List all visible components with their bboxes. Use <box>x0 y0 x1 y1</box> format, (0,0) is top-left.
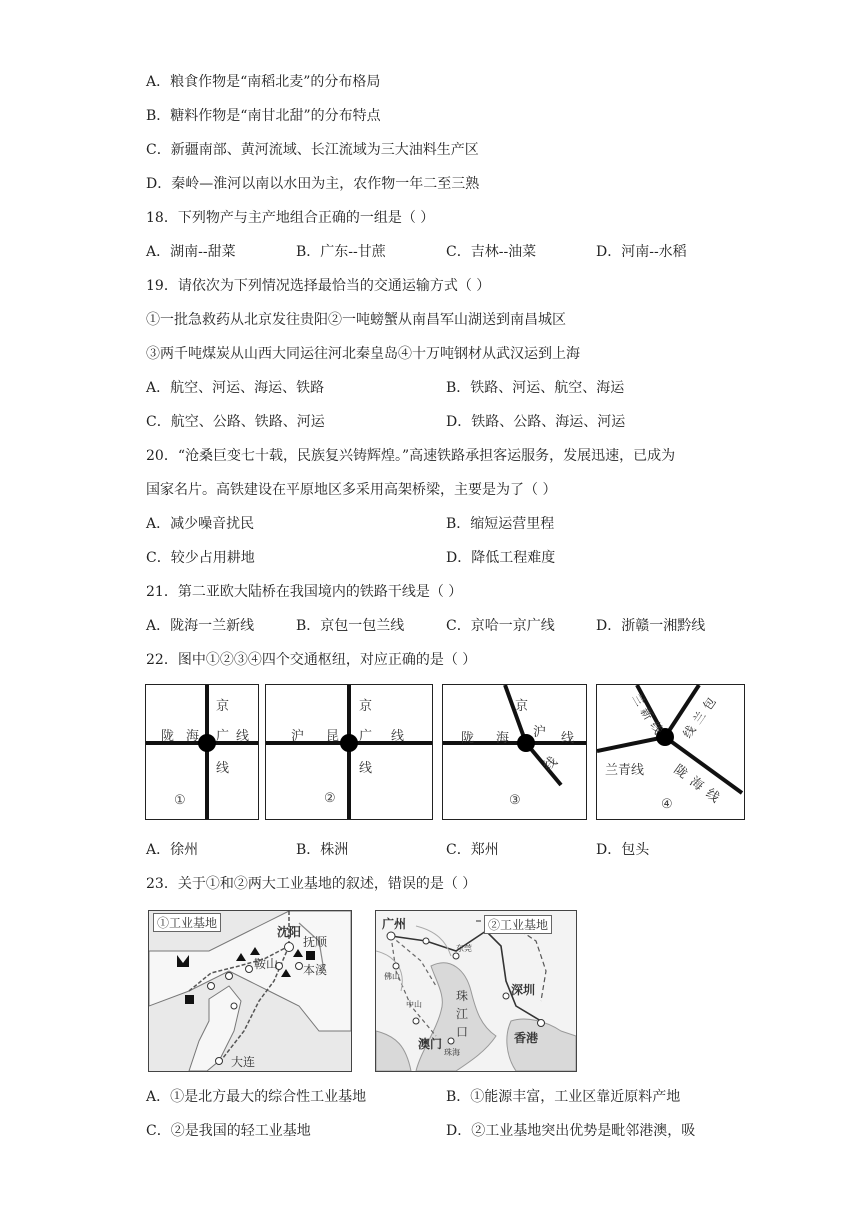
q17-option-a: A．粮食作物是“南稻北麦”的分布格局 <box>146 74 381 90</box>
q22-option-b: B．株洲 <box>296 842 349 858</box>
q18-option-a: A．湖南--甜菜 <box>146 244 236 260</box>
hub-3-label-left2: 海 <box>496 731 510 746</box>
hub-3-label-right: 线 <box>561 731 575 746</box>
hub-diagram-2 <box>265 684 433 820</box>
q17-option-c: C．新疆南部、黄河流域、长江流域为三大油料生产区 <box>146 142 479 158</box>
hub-diagram-4 <box>596 684 745 820</box>
q22-option-a: A．徐州 <box>146 842 199 858</box>
map-2-kou: 口 <box>456 1025 469 1039</box>
hub-4-label-r3: 线 <box>680 722 699 741</box>
hub-4-label-l1: 兰 <box>629 691 648 709</box>
hub-4-label-r2: 兰 <box>690 708 709 727</box>
q17-option-b: B．糖料作物是“南甘北甜”的分布特点 <box>146 108 381 124</box>
hub-2-label-top: 京 <box>359 699 373 714</box>
q23-option-c: C．②是我国的轻工业基地 <box>146 1123 311 1139</box>
hub-3-label-top: 京 <box>515 699 529 714</box>
hub-2-label-right1: 广 <box>359 729 373 744</box>
q19-line-1: ①一批急救药从北京发往贵阳②一吨螃蟹从南昌军山湖送到南昌城区 <box>146 312 566 328</box>
hub-4-number: ④ <box>661 797 673 812</box>
map-2-foshan: 佛山 <box>384 972 400 981</box>
hub-2-number: ② <box>324 791 336 806</box>
q18-option-b: B．广东--甘蔗 <box>296 244 386 260</box>
hub-4-label-d1: 陇 <box>670 762 691 783</box>
industrial-base-map-1 <box>148 910 352 1072</box>
q22-option-d: D．包头 <box>596 842 650 858</box>
hub-2-lines <box>266 685 432 819</box>
hub-3-label-mid: 沪 <box>533 725 547 740</box>
hub-2-label-left1: 沪 <box>291 729 305 744</box>
hub-1-label-right1: 广 <box>216 729 230 744</box>
q21-option-a: A．陇海一兰新线 <box>146 618 255 634</box>
q19-stem: 19．请依次为下列情况选择最恰当的交通运输方式（ ） <box>146 278 491 294</box>
q20-option-b: B．缩短运营里程 <box>446 516 555 532</box>
hub-4-label-left: 兰青线 <box>605 763 645 778</box>
q17-option-d: D．秦岭—淮河以南以水田为主，农作物一年二至三熟 <box>146 176 480 192</box>
map-1-dalian: 大连 <box>231 1055 256 1069</box>
q20-stem-2: 国家名片。高铁建设在平原地区多采用高架桥梁，主要是为了（ ） <box>146 482 557 498</box>
q19-option-a: A．航空、河运、海运、铁路 <box>146 380 325 396</box>
q20-stem-1: 20．“沧桑巨变七十载，民族复兴铸辉煌。”高速铁路承担客运服务，发展迅速，已成为 <box>146 448 676 464</box>
q20-option-c: C．较少占用耕地 <box>146 550 255 566</box>
hub-4-label-l3: 线 <box>647 719 666 737</box>
map-1-title: ①工业基地 <box>153 913 221 932</box>
hub-3-number: ③ <box>509 793 521 808</box>
q19-option-d: D．铁路、公路、海运、河运 <box>446 414 626 430</box>
hub-3-label-bottom: 线 <box>540 754 561 774</box>
q23-stem: 23．关于①和②两大工业基地的叙述，错误的是（ ） <box>146 876 477 892</box>
map-2-title: ②工业基地 <box>484 915 552 934</box>
hub-1-lines <box>146 685 258 819</box>
hub-1-label-left2: 海 <box>186 729 200 744</box>
q21-option-b: B．京包一包兰线 <box>296 618 405 634</box>
industrial-base-map-2 <box>375 910 577 1072</box>
hub-4-label-d2: 海 <box>686 774 707 795</box>
hub-4-label-l2: 新 <box>637 705 656 723</box>
q19-option-b: B．铁路、河运、航空、海运 <box>446 380 625 396</box>
hub-3-label-left1: 陇 <box>461 731 475 746</box>
map-1-anshan: 鞍山 <box>254 957 279 971</box>
map-2-zhu: 珠 <box>456 989 469 1003</box>
map-2-xianggang: 香港 <box>514 1031 539 1045</box>
q23-option-d: D．②工业基地突出优势是毗邻港澳，吸 <box>446 1123 696 1139</box>
q21-option-c: C．京哈一京广线 <box>446 618 555 634</box>
q22-option-c: C．郑州 <box>446 842 499 858</box>
hub-1-number: ① <box>174 793 186 808</box>
map-1-fushun: 抚顺 <box>303 935 328 949</box>
map-1-shenyang: 沈阳 <box>277 925 302 939</box>
q19-line-2: ③两千吨煤炭从山西大同运往河北秦皇岛④十万吨钢材从武汉运到上海 <box>146 346 580 362</box>
map-2-shenzhen: 深圳 <box>511 983 536 997</box>
q19-option-c: C．航空、公路、铁路、河运 <box>146 414 325 430</box>
q18-option-d: D．河南--水稻 <box>596 244 687 260</box>
q20-option-a: A．减少噪音扰民 <box>146 516 255 532</box>
hub-2-label-right2: 线 <box>391 729 405 744</box>
hub-1-label-top: 京 <box>216 699 230 714</box>
q21-stem: 21．第二亚欧大陆桥在我国境内的铁路干线是（ ） <box>146 584 463 600</box>
q20-option-d: D．降低工程难度 <box>446 550 556 566</box>
q18-stem: 18．下列物产与主产地组合正确的一组是（ ） <box>146 210 435 226</box>
map-2-drawing <box>376 911 576 1071</box>
q23-option-b: B．①能源丰富，工业区靠近原料产地 <box>446 1089 681 1105</box>
map-2-dongguan: 东莞 <box>456 944 472 953</box>
map-2-aomen: 澳门 <box>418 1037 443 1051</box>
map-1-benxi: 本溪 <box>303 963 328 977</box>
q22-stem: 22．图中①②③④四个交通枢纽，对应正确的是（ ） <box>146 652 477 668</box>
hub-2-label-bottom: 线 <box>359 761 373 776</box>
hub-4-label-d3: 线 <box>702 786 723 807</box>
hub-4-label-r1: 包 <box>700 694 719 713</box>
map-2-zhuhai: 珠海 <box>444 1048 460 1057</box>
q21-option-d: D．浙赣一湘黔线 <box>596 618 706 634</box>
hub-1-label-bottom: 线 <box>216 761 230 776</box>
hub-1-label-left1: 陇 <box>161 729 175 744</box>
hub-2-label-left2: 昆 <box>326 729 340 744</box>
map-2-guangzhou: 广州 <box>382 917 407 931</box>
hub-diagram-1 <box>145 684 259 820</box>
map-2-zhongshan: 中山 <box>406 1000 422 1009</box>
hub-diagram-3 <box>442 684 587 820</box>
q23-option-a: A．①是北方最大的综合性工业基地 <box>146 1089 367 1105</box>
hub-1-label-right2: 线 <box>236 729 250 744</box>
q18-option-c: C．吉林--油菜 <box>446 244 537 260</box>
map-2-jiang: 江 <box>456 1007 469 1021</box>
